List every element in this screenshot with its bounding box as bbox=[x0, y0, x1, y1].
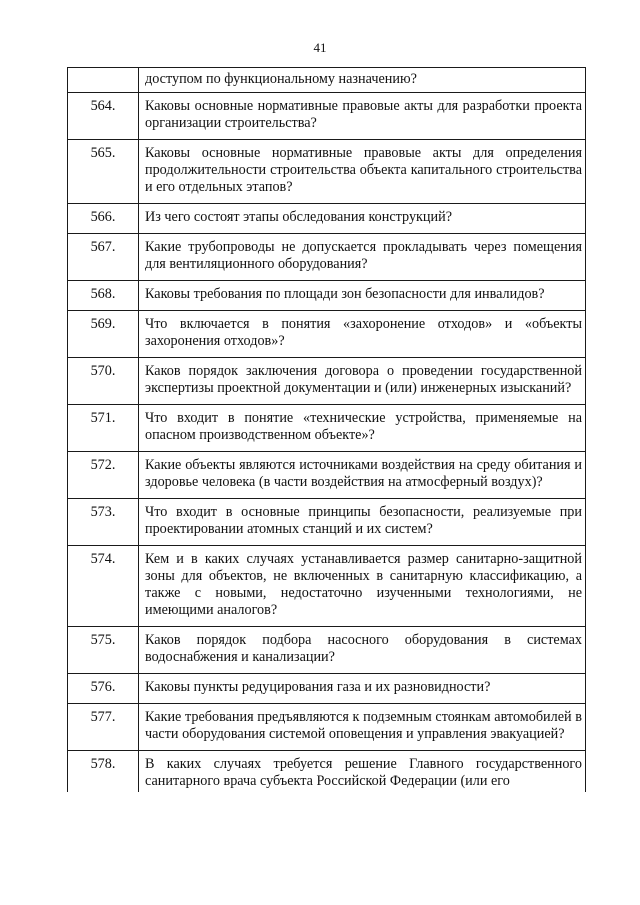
table-row bbox=[68, 452, 586, 499]
question-text: Какие объекты являются источниками воздействия на среду обитания и здоровье человека (в части воздействия на атмосферный воздух)? bbox=[139, 452, 586, 499]
table-row bbox=[68, 704, 586, 751]
question-text: доступом по функциональному назначению? bbox=[139, 68, 586, 93]
question-text: Что включается в понятия «захоронение отходов» и «объекты захоронения отходов»? bbox=[139, 311, 586, 358]
question-number: 575. bbox=[68, 627, 139, 674]
question-text: Кем и в каких случаях устанавливается размер санитарно-защитной зоны для объектов, не включенных в санитарную классификацию, а также с новыми, недостаточно изученными технологиями, не имеющими аналогов? bbox=[139, 546, 586, 627]
table-row bbox=[68, 358, 586, 405]
question-text: Что входит в основные принципы безопасности, реализуемые при проектировании атомных станций и их систем? bbox=[139, 499, 586, 546]
question-text: Какие требования предъявляются к подземным стоянкам автомобилей в части оборудования системой оповещения и управления эвакуацией? bbox=[139, 704, 586, 751]
question-number: 576. bbox=[68, 674, 139, 704]
question-text: Каковы требования по площади зон безопасности для инвалидов? bbox=[139, 281, 586, 311]
table-row bbox=[68, 674, 586, 704]
question-text: В каких случаях требуется решение Главного государственного санитарного врача субъекта Российской Федерации (или его bbox=[139, 751, 586, 793]
question-text: Каковы основные нормативные правовые акты для определения продолжительности строительства объекта капитального строительства и его отдельных этапов? bbox=[139, 140, 586, 204]
question-number: 566. bbox=[68, 204, 139, 234]
question-number bbox=[68, 68, 139, 93]
question-text: Каковы основные нормативные правовые акты для разработки проекта организации строительства? bbox=[139, 93, 586, 140]
question-text: Из чего состоят этапы обследования конструкций? bbox=[139, 204, 586, 234]
table-row bbox=[68, 499, 586, 546]
table-row bbox=[68, 405, 586, 452]
question-number: 569. bbox=[68, 311, 139, 358]
table-row bbox=[68, 311, 586, 358]
table-row bbox=[68, 751, 586, 793]
question-number: 565. bbox=[68, 140, 139, 204]
question-number: 573. bbox=[68, 499, 139, 546]
question-number: 578. bbox=[68, 751, 139, 793]
table-row bbox=[68, 627, 586, 674]
question-number: 570. bbox=[68, 358, 139, 405]
table-row bbox=[68, 93, 586, 140]
question-number: 567. bbox=[68, 234, 139, 281]
page-number: 41 bbox=[313, 40, 327, 55]
table-row bbox=[68, 204, 586, 234]
question-number: 572. bbox=[68, 452, 139, 499]
table-row bbox=[68, 140, 586, 204]
question-number: 571. bbox=[68, 405, 139, 452]
question-number: 564. bbox=[68, 93, 139, 140]
question-number: 574. bbox=[68, 546, 139, 627]
question-text: Какие трубопроводы не допускается прокладывать через помещения для вентиляционного оборудования? bbox=[139, 234, 586, 281]
question-number: 577. bbox=[68, 704, 139, 751]
table-row bbox=[68, 546, 586, 627]
questions-table bbox=[67, 67, 586, 792]
question-text: Каковы пункты редуцирования газа и их разновидности? bbox=[139, 674, 586, 704]
table-row bbox=[68, 234, 586, 281]
table-row bbox=[68, 281, 586, 311]
question-number: 568. bbox=[68, 281, 139, 311]
table-row bbox=[68, 68, 586, 93]
question-text: Каков порядок заключения договора о проведении государственной экспертизы проектной документации и (или) инженерных изысканий? bbox=[139, 358, 586, 405]
question-text: Что входит в понятие «технические устройства, применяемые на опасном производственном объекте»? bbox=[139, 405, 586, 452]
question-text: Каков порядок подбора насосного оборудования в системах водоснабжения и канализации? bbox=[139, 627, 586, 674]
